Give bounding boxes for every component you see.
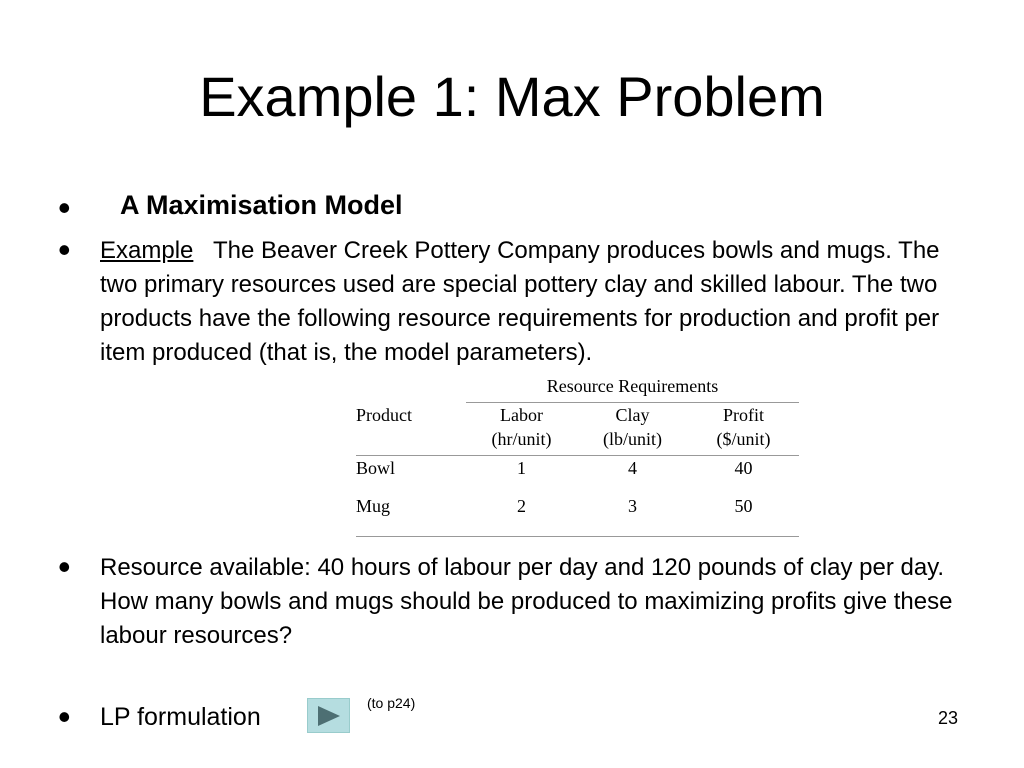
bullet-marker: • bbox=[58, 696, 71, 737]
row-product: Bowl bbox=[356, 458, 396, 478]
slide-title: Example 1: Max Problem bbox=[199, 65, 825, 128]
column-name: Labor bbox=[500, 405, 543, 425]
lp-formulation-label: LP formulation bbox=[100, 703, 261, 731]
example-label: Example bbox=[100, 237, 194, 264]
nav-note: (to p24) bbox=[367, 695, 416, 711]
cell-labor: 1 bbox=[517, 458, 526, 478]
resource-paragraph: Resource available: 40 hours of labour per day and 120 pounds of clay per day. How many bowls and mugs should be produced to maximizing profits give these labour resources? bbox=[100, 554, 953, 649]
column-unit: (hr/unit) bbox=[491, 429, 552, 449]
page-number: 23 bbox=[938, 708, 959, 728]
column-header-labor bbox=[466, 403, 577, 456]
row-product: Mug bbox=[356, 494, 466, 537]
table-row bbox=[356, 456, 799, 495]
example-text: The Beaver Creek Pottery Company produces bowls and mugs. The two primary resources used are special pottery clay and skilled labour. The two products have the following resource requirements for production and profit per item produced (that is, the model parameters). bbox=[100, 237, 947, 366]
model-heading: A Maximisation Model bbox=[120, 190, 403, 220]
cell-profit: 50 bbox=[688, 494, 799, 537]
cell-labor: 2 bbox=[466, 494, 577, 537]
resource-requirements-table bbox=[356, 374, 799, 537]
bullet-marker: • bbox=[58, 229, 71, 270]
next-slide-button[interactable] bbox=[307, 698, 350, 733]
group-header: Resource Requirements bbox=[466, 374, 799, 403]
bullet-marker: • bbox=[58, 187, 71, 228]
cell-clay: 4 bbox=[628, 458, 637, 478]
column-unit: ($/unit) bbox=[716, 429, 771, 449]
column-header-profit bbox=[688, 403, 799, 456]
play-arrow-icon bbox=[316, 705, 342, 727]
column-unit: (lb/unit) bbox=[603, 429, 662, 449]
table-row bbox=[356, 494, 799, 537]
column-header-clay bbox=[577, 403, 688, 456]
product-header: Product bbox=[356, 403, 466, 456]
column-name: Profit bbox=[722, 405, 764, 425]
column-name: Clay bbox=[615, 405, 650, 425]
example-paragraph bbox=[100, 234, 980, 370]
bullet-marker: • bbox=[58, 546, 71, 587]
cell-clay: 3 bbox=[577, 494, 688, 537]
cell-profit: 40 bbox=[734, 458, 753, 478]
